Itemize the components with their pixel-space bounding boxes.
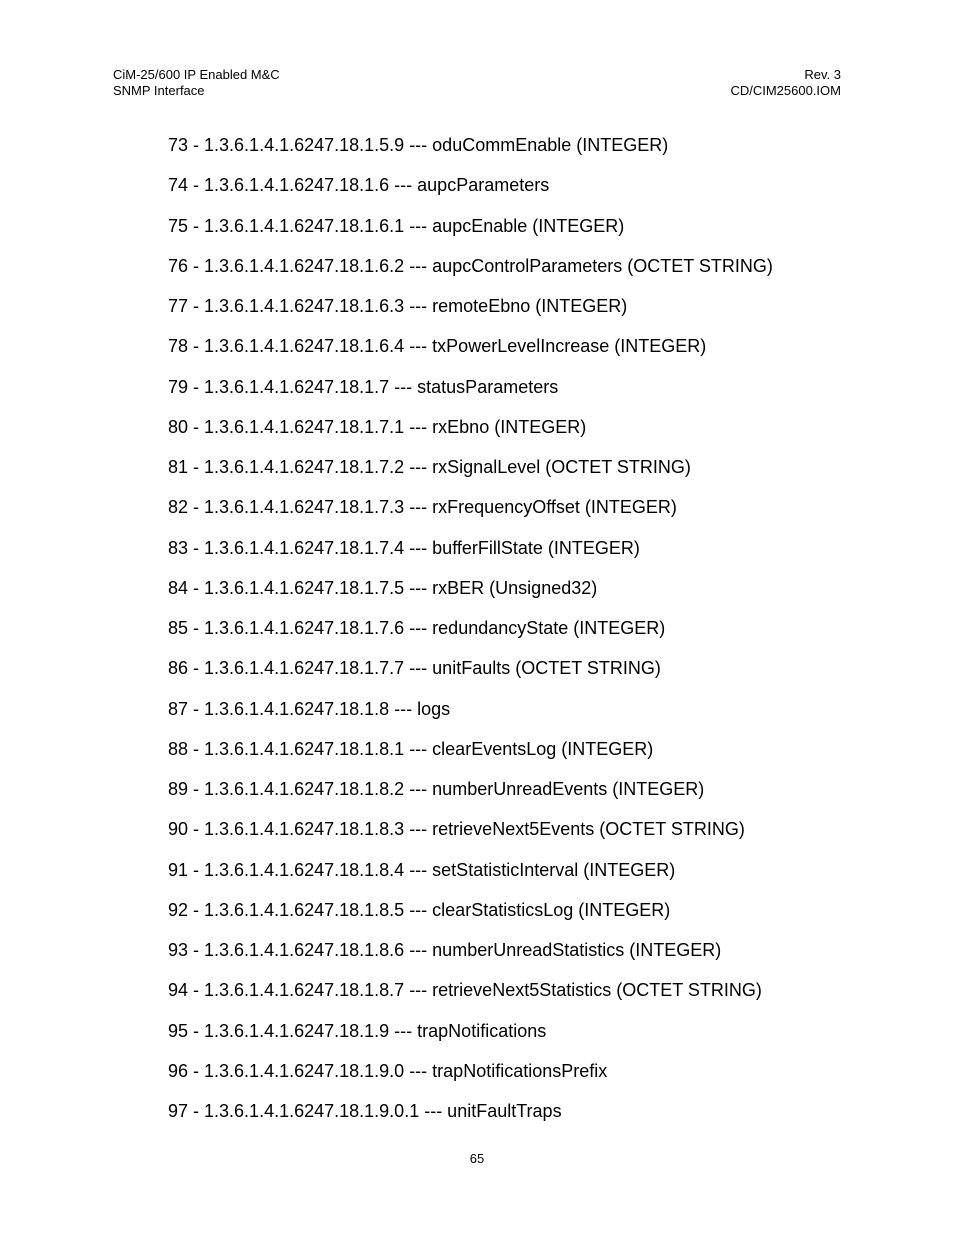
document-subtitle: SNMP Interface [113, 83, 205, 98]
oid-entry: 85 - 1.3.6.1.4.1.6247.18.1.7.6 --- redundancyState (INTEGER) [168, 618, 666, 638]
oid-entry: 93 - 1.3.6.1.4.1.6247.18.1.8.6 --- numberUnreadStatistics (INTEGER) [168, 940, 722, 960]
oid-entry: 92 - 1.3.6.1.4.1.6247.18.1.8.5 --- clearStatisticsLog (INTEGER) [168, 899, 671, 920]
oid-entry: 95 - 1.3.6.1.4.1.6247.18.1.9 --- trapNotifications [168, 1020, 547, 1041]
oid-entry: 77 - 1.3.6.1.4.1.6247.18.1.6.3 --- remoteEbno (INTEGER) [168, 296, 628, 316]
oid-entry: 90 - 1.3.6.1.4.1.6247.18.1.8.3 --- retrieveNext5Events (OCTET STRING) [168, 819, 745, 840]
oid-entry: 78 - 1.3.6.1.4.1.6247.18.1.6.4 --- txPowerLevelIncrease (INTEGER) [168, 336, 707, 357]
oid-entry: 91 - 1.3.6.1.4.1.6247.18.1.8.4 --- setStatisticInterval (INTEGER) [168, 859, 676, 880]
oid-entry: 73 - 1.3.6.1.4.1.6247.18.1.5.9 --- oduCommEnable (INTEGER) [168, 135, 669, 155]
oid-entry: 87 - 1.3.6.1.4.1.6247.18.1.8 --- logs [168, 698, 451, 719]
oid-entry: 75 - 1.3.6.1.4.1.6247.18.1.6.1 --- aupcEnable (INTEGER) [168, 215, 625, 236]
oid-entry: 76 - 1.3.6.1.4.1.6247.18.1.6.2 --- aupcControlParameters (OCTET STRING) [168, 255, 773, 276]
oid-entry: 82 - 1.3.6.1.4.1.6247.18.1.7.3 --- rxFrequencyOffset (INTEGER) [168, 497, 677, 518]
oid-entry: 96 - 1.3.6.1.4.1.6247.18.1.9.0 --- trapNotificationsPrefix [168, 1060, 608, 1081]
oid-entry: 94 - 1.3.6.1.4.1.6247.18.1.8.7 --- retrieveNext5Statistics (OCTET STRING) [168, 980, 762, 1001]
oid-entry: 84 - 1.3.6.1.4.1.6247.18.1.7.5 --- rxBER (Unsigned32) [168, 577, 598, 598]
document-title: CiM-25/600 IP Enabled M&C [113, 67, 280, 82]
oid-entry: 97 - 1.3.6.1.4.1.6247.18.1.9.0.1 --- unitFaultTraps [168, 1101, 562, 1121]
oid-entry: 79 - 1.3.6.1.4.1.6247.18.1.7 --- statusParameters [168, 376, 559, 397]
oid-entry: 83 - 1.3.6.1.4.1.6247.18.1.7.4 --- bufferFillState (INTEGER) [168, 537, 640, 558]
oid-list [168, 132, 868, 1138]
oid-entry: 74 - 1.3.6.1.4.1.6247.18.1.6 --- aupcParameters [168, 175, 550, 196]
oid-entry: 86 - 1.3.6.1.4.1.6247.18.1.7.7 --- unitFaults (OCTET STRING) [168, 658, 661, 679]
oid-entry: 88 - 1.3.6.1.4.1.6247.18.1.8.1 --- clearEventsLog (INTEGER) [168, 738, 654, 759]
oid-entry: 80 - 1.3.6.1.4.1.6247.18.1.7.1 --- rxEbno (INTEGER) [168, 416, 587, 437]
header-left [113, 67, 280, 99]
page-number: 65 [469, 1151, 485, 1166]
oid-entry: 81 - 1.3.6.1.4.1.6247.18.1.7.2 --- rxSignalLevel (OCTET STRING) [168, 457, 691, 477]
revision-label: Rev. 3 [804, 67, 841, 82]
header-right [730, 67, 841, 99]
document-code: CD/CIM25600.IOM [730, 83, 841, 98]
oid-entry: 89 - 1.3.6.1.4.1.6247.18.1.8.2 --- numberUnreadEvents (INTEGER) [168, 779, 705, 799]
